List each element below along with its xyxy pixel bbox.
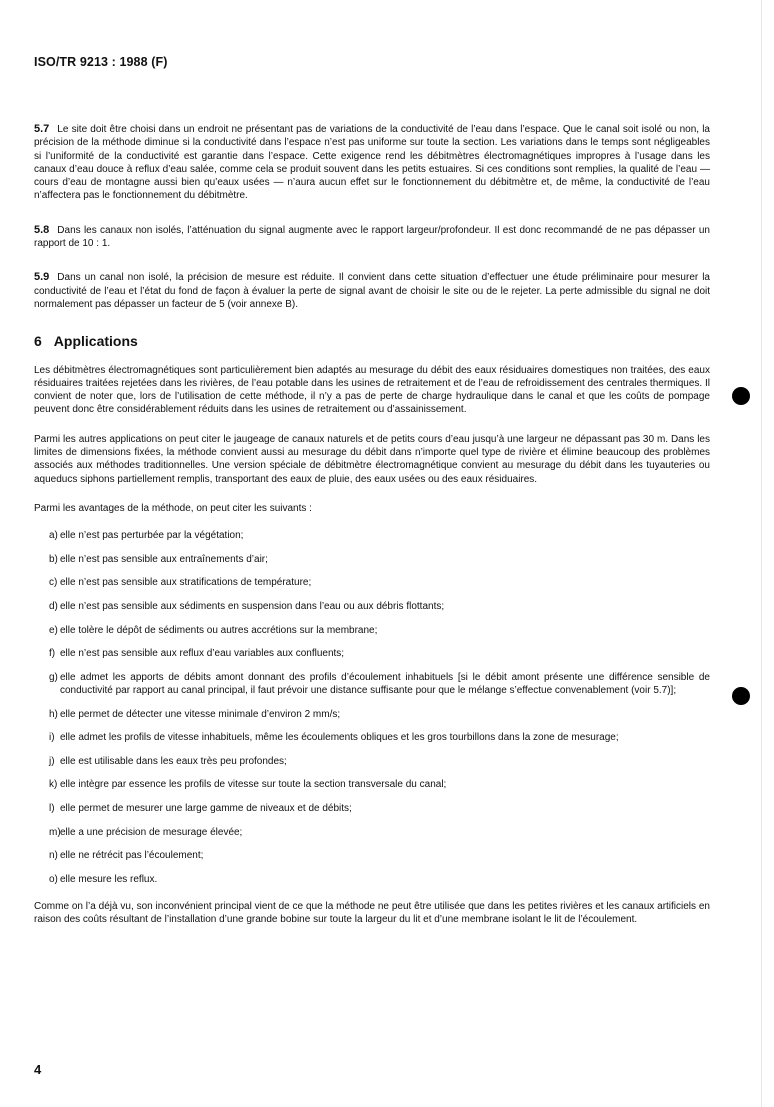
item-label: m) bbox=[49, 826, 61, 838]
section-heading bbox=[34, 335, 710, 348]
clause-number: 5.7 bbox=[34, 123, 50, 135]
margin-mark-dot bbox=[732, 387, 750, 405]
section-title: Applications bbox=[53, 333, 138, 350]
clause-5-9 bbox=[34, 271, 710, 311]
item-label: j) bbox=[49, 755, 55, 767]
item-text: elle tolère le dépôt de sédiments ou autres accrétions sur la membrane; bbox=[60, 624, 378, 636]
list-item bbox=[34, 576, 710, 589]
list-item bbox=[34, 873, 710, 886]
item-label: c) bbox=[49, 577, 58, 589]
list-item bbox=[34, 778, 710, 791]
item-label: g) bbox=[49, 671, 58, 683]
item-label: d) bbox=[49, 601, 58, 613]
item-label: o) bbox=[49, 873, 58, 885]
item-label: b) bbox=[49, 553, 58, 565]
list-item bbox=[34, 826, 710, 839]
list-item bbox=[34, 647, 710, 660]
item-label: k) bbox=[49, 779, 58, 791]
advantages-list bbox=[34, 529, 710, 886]
item-text: elle n’est pas sensible aux entraînements d’air; bbox=[60, 553, 268, 565]
list-item bbox=[34, 708, 710, 721]
closing-paragraph: Comme on l’a déjà vu, son inconvénient principal vient de ce que la méthode ne peut être utilisée que dans les petites rivières et les canaux artificiels en raison des coûts résultant de l’installation d’une grande bobine sur toute la largeur du lit et d’une membrane isolant le lit de l’écoulement. bbox=[34, 901, 710, 926]
list-item bbox=[34, 671, 710, 698]
item-label: l) bbox=[49, 803, 55, 815]
applications-paragraph-2: Parmi les autres applications on peut citer le jaugeage de canaux naturels et de petits cours d’eau jusqu’à une largeur ne dépassant pas 30 m. Dans les limites de dimensions fixées, la méthode convient aussi au mesurage du débit dans n’importe quel type de rivière et élimine beaucoup des problèmes associés aux méthodes traditionnelles. Une version spéciale de débitmètre électromagnétique convient au mesurage du débit dans les tuyauteries ou aqueducs siphons partiellement remplis, transportant des eaux de pluie, des eaux usées ou des eaux résiduaires. bbox=[34, 433, 710, 485]
clause-text: Dans les canaux non isolés, l’atténuation du signal augmente avec le rapport largeur/profondeur. Il est donc recommandé de ne pas dépasser un rapport de 10 : 1. bbox=[34, 224, 710, 250]
item-label: a) bbox=[49, 530, 58, 542]
applications-paragraph-1: Les débitmètres électromagnétiques sont particulièrement bien adaptés au mesurage du débit des eaux résiduaires domestiques non traitées, des eaux résiduaires traitées rejetées dans les rivières, de l’eau potable dans les usines de retraitement et de l’eau de refroidissement des centrales thermiques. Il convient de noter que, lors de l’utilisation de cette méthode, il n’y a pas de perte de charge hydraulique dans le canal et que les coûts de pompage peuvent donc être considérablement réduits dans les usines de retraitement ou d’assainissement. bbox=[34, 364, 710, 416]
clause-number: 5.8 bbox=[34, 223, 50, 236]
list-item bbox=[34, 755, 710, 768]
page-number: 4 bbox=[34, 1062, 42, 1077]
item-text: elle mesure les reflux. bbox=[60, 873, 158, 885]
item-text: elle n’est pas sensible aux sédiments en suspension dans l’eau ou aux débris flottants; bbox=[60, 601, 445, 613]
list-item bbox=[34, 600, 710, 613]
item-text: elle admet les apports de débits amont donnant des profils d’écoulement inhabituels [si le débit amont présente une différence sensible de conductivité par rapport au canal principal, il faut prévoir une distance suffisante pour que le mélange s’effectue convenablement (voir 5.7)]; bbox=[60, 671, 710, 697]
item-text: elle permet de détecter une vitesse minimale d’environ 2 mm/s; bbox=[60, 708, 341, 720]
item-text: elle n’est pas perturbée par la végétation; bbox=[60, 530, 244, 542]
document-header: ISO/TR 9213 : 1988 (F) bbox=[34, 55, 168, 69]
list-item bbox=[34, 553, 710, 566]
item-label: f) bbox=[49, 648, 56, 660]
item-text: elle intègre par essence les profils de vitesse sur toute la section transversale du canal; bbox=[60, 779, 447, 791]
clause-number: 5.9 bbox=[34, 271, 50, 284]
item-text: elle a une précision de mesurage élevée; bbox=[60, 826, 243, 838]
list-item bbox=[34, 849, 710, 862]
item-text: elle est utilisable dans les eaux très peu profondes; bbox=[60, 755, 287, 767]
list-item bbox=[34, 529, 710, 542]
item-label: i) bbox=[49, 732, 55, 744]
document-body bbox=[34, 123, 710, 943]
item-text: elle n’est pas sensible aux reflux d’eau variables aux confluents; bbox=[60, 648, 345, 660]
clause-5-7 bbox=[34, 123, 710, 203]
margin-mark-dot bbox=[732, 687, 750, 705]
advantages-intro: Parmi les avantages de la méthode, on peut citer les suivants : bbox=[34, 502, 312, 514]
list-item bbox=[34, 802, 710, 815]
item-text: elle admet les profils de vitesse inhabituels, même les écoulements obliques et les gros tourbillons dans la zone de mesurage; bbox=[60, 732, 619, 744]
item-text: elle permet de mesurer une large gamme de niveaux et de débits; bbox=[60, 803, 352, 815]
list-item bbox=[34, 731, 710, 744]
clause-text: Dans un canal non isolé, la précision de mesure est réduite. Il convient dans cette situation d’effectuer une étude préliminaire pour mesurer la conductivité de l’eau et l’état du fond de façon à évaluer la perte de signal avant de choisir le site ou de le rejeter. La perte admissible du signal ne doit normalement pas dépasser un facteur de 5 (voir annexe B). bbox=[34, 272, 710, 310]
section-number: 6 bbox=[34, 333, 42, 350]
item-label: n) bbox=[49, 850, 58, 862]
item-text: elle n’est pas sensible aux stratifications de température; bbox=[60, 577, 312, 589]
clause-text: Le site doit être choisi dans un endroit ne présentant pas de variations de la conductivité de l’eau dans l’espace. Que le canal soit isolé ou non, la précision de la méthode diminue si la conductivité dans l’espace n’est pas uniforme sur toute la section. Les variations dans le temps sont négligeables si l’uniformité de la conductivité est garantie dans l’espace. Cette exigence rend les débitmètres électromagnétiques impropres à l’usage dans les canaux d’eau douce à reflux d’eau salée, comme cela se produit souvent dans les petits estuaires. Si ces conditions sont remplies, la qualité de l’eau — cours d’eau de montagne aussi bien qu’eaux usées — n’aura aucun effet sur le fonctionnement du débitmètre et, de même, la conductivité de l’eau n’affectera pas le fonctionnement du débitmètre. bbox=[34, 124, 710, 202]
item-text: elle ne rétrécit pas l’écoulement; bbox=[60, 850, 204, 862]
clause-5-8 bbox=[34, 224, 710, 251]
item-label: e) bbox=[49, 624, 58, 636]
item-label: h) bbox=[49, 708, 58, 720]
scan-edge-line bbox=[761, 0, 762, 1107]
list-item bbox=[34, 624, 710, 637]
